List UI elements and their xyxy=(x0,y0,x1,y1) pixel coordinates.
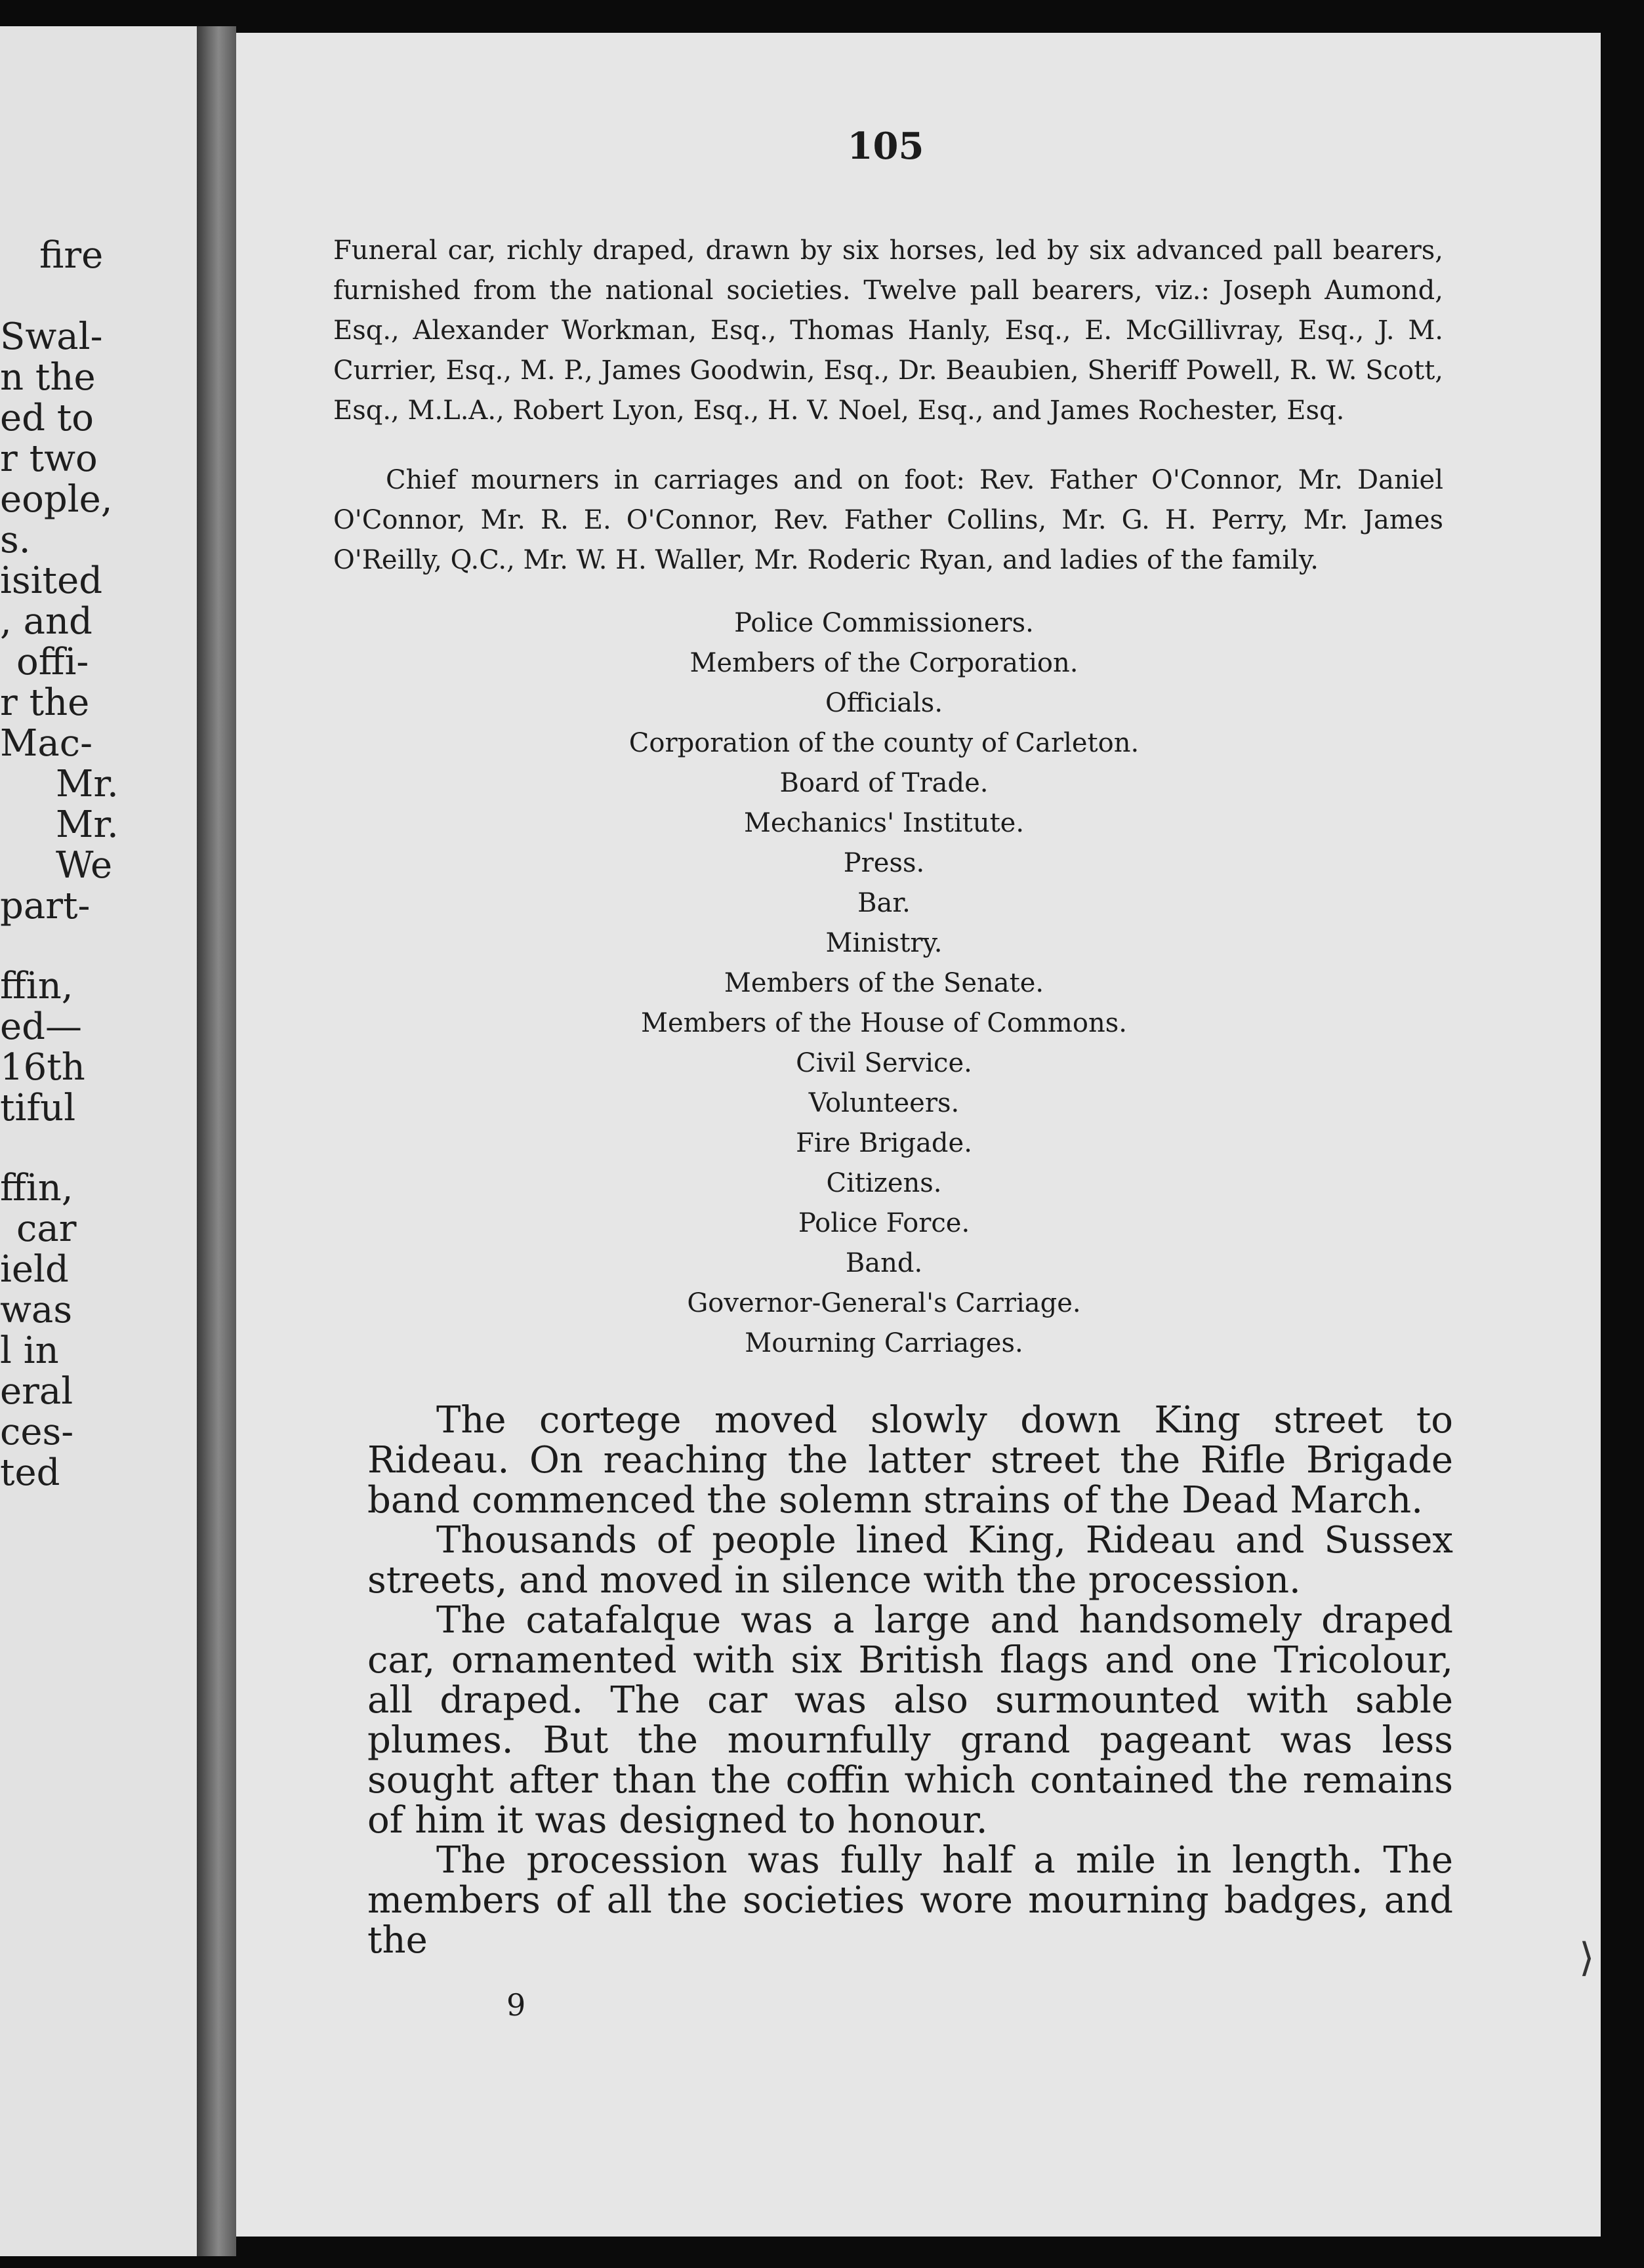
left-page-fragment: , and xyxy=(0,600,92,643)
left-page-fragment: ed— xyxy=(0,1005,82,1048)
left-page-fragment: tiful xyxy=(0,1087,76,1129)
procession-item: Corporation of the county of Carleton. xyxy=(628,728,1140,758)
left-page-fragment: fire xyxy=(39,234,104,277)
left-page-fragment: ted xyxy=(0,1451,60,1494)
left-page-fragment: ces- xyxy=(0,1411,74,1453)
left-page-fragment: part- xyxy=(0,885,91,927)
signature-mark: 9 xyxy=(506,1987,526,2023)
procession-item: Civil Service. xyxy=(796,1048,972,1078)
body-paragraph: The catafalque was a large and handsomely draped car, ornamented with six British flags and one Tricolour, all draped. The car was also surmounted with sable plumes. But the mournfully grand pageant was less sought after than the coffin which contained the remains of him it was designed to honour. xyxy=(367,1599,1453,1842)
procession-order-list xyxy=(236,603,1532,1364)
left-page-fragment: ed to xyxy=(0,397,94,439)
chief-mourners-paragraph: Chief mourners in carriages and on foot: Rev. Father O'Connor, Mr. Daniel O'Connor, Mr. R. E. O'Connor, Rev. Father Collins, Mr. G. H. Perry, Mr. James O'Reilly, Q.C., Mr. W. H. Waller, Mr. Roderic Ryan, and ladies of the family. xyxy=(333,465,1443,575)
procession-item: Board of Trade. xyxy=(779,768,989,798)
procession-item: Press. xyxy=(843,848,925,878)
procession-item: Police Commissioners. xyxy=(734,608,1034,638)
left-page-fragment: l in xyxy=(0,1329,59,1372)
right-page xyxy=(236,33,1601,2237)
procession-item: Officials. xyxy=(825,688,943,718)
left-page-fragment: Mr. xyxy=(56,803,119,846)
body-paragraph: Thousands of people lined King, Rideau and Sussex streets, and moved in silence with the procession. xyxy=(367,1519,1453,1602)
procession-item: Mechanics' Institute. xyxy=(743,808,1025,838)
left-page-fragment: ffin, xyxy=(0,965,73,1007)
procession-item: Ministry. xyxy=(825,928,943,958)
procession-item: Band. xyxy=(845,1248,923,1278)
funeral-car-paragraph: Funeral car, richly draped, drawn by six horses, led by six advanced pall bearers, furnished from the national societies. Twelve pall bearers, viz.: Joseph Aumond, Esq., Alexander Workman, Esq., Thomas Hanly, Esq., E. McGillivray, Esq., J. M. Currier, Esq., M. P., James Goodwin, Esq., Dr. Beaubien, Sheriff Powell, R. W. Scott, Esq., M.L.A., Robert Lyon, Esq., H. V. Noel, Esq., and James Rochester, Esq. xyxy=(333,235,1443,426)
left-page-fragment: car xyxy=(16,1207,77,1250)
procession-item: Volunteers. xyxy=(808,1088,960,1118)
procession-item: Police Force. xyxy=(798,1208,970,1238)
left-page-fragment: eral xyxy=(0,1370,73,1413)
book-gutter xyxy=(197,26,236,2256)
page-number: 105 xyxy=(847,125,924,168)
procession-item: Citizens. xyxy=(826,1168,942,1198)
left-page-fragment: isited xyxy=(0,559,103,602)
left-page-fragment: s. xyxy=(0,519,31,561)
left-page-fragment: n the xyxy=(0,356,96,399)
body-paragraph: The procession was fully half a mile in length. The members of all the societies wore mourning badges, and the xyxy=(367,1839,1453,1962)
procession-item: Fire Brigade. xyxy=(796,1128,972,1158)
page-edge-mark: ⟩ xyxy=(1579,1935,1595,1981)
left-page-fragment: Swal- xyxy=(0,315,103,358)
left-page-fragment: Mac- xyxy=(0,722,93,765)
left-page-fragment: eople, xyxy=(0,478,113,521)
procession-item: Members of the Corporation. xyxy=(689,648,1079,678)
left-page-fragment: ield xyxy=(0,1248,69,1291)
left-page-fragment: r two xyxy=(0,437,98,480)
left-page-edge xyxy=(0,26,197,2256)
left-page-fragment: Mr. xyxy=(56,763,119,805)
left-page-fragment: 16th xyxy=(0,1046,85,1089)
left-page-fragment: was xyxy=(0,1289,73,1331)
procession-item: Governor-General's Carriage. xyxy=(687,1288,1081,1318)
procession-item: Members of the Senate. xyxy=(724,968,1044,998)
body-text xyxy=(367,1400,1453,1960)
procession-item: Bar. xyxy=(857,888,911,918)
procession-item: Members of the House of Commons. xyxy=(641,1008,1127,1038)
procession-item: Mourning Carriages. xyxy=(745,1328,1023,1358)
body-paragraph: The cortege moved slowly down King street to Rideau. On reaching the latter street the Rifle Brigade band commenced the solemn strains of the Dead March. xyxy=(367,1399,1453,1522)
left-page-fragment: ffin, xyxy=(0,1167,73,1209)
left-page-fragment: r the xyxy=(0,681,90,724)
left-page-fragment: We xyxy=(56,844,113,887)
left-page-fragment: offi- xyxy=(16,641,89,683)
